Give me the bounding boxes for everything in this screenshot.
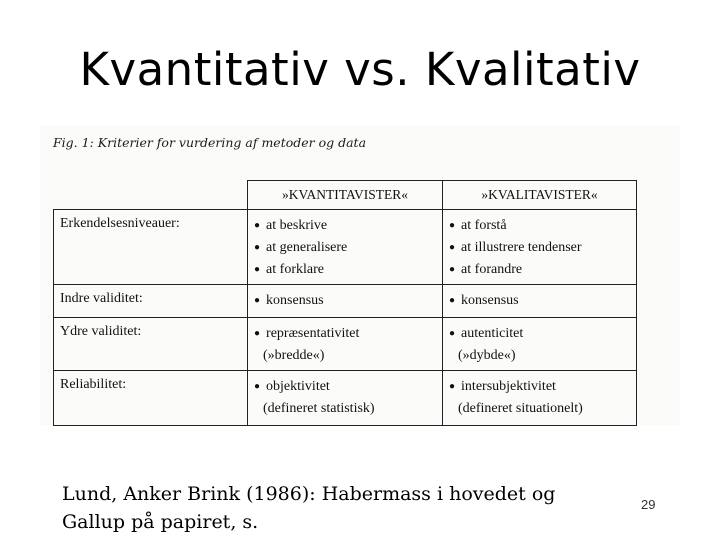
- header-qualitative: »KVALITAVISTER«: [443, 181, 637, 210]
- list-item: ● at illustrere tendenser: [449, 237, 636, 259]
- table-row: [54, 371, 637, 426]
- quantitative-cell: [248, 210, 443, 285]
- page-number: 29: [641, 497, 656, 512]
- list-item: ● at beskrive: [254, 215, 442, 237]
- list-item: ● objektivitet: [254, 376, 442, 398]
- criterion-cell: Erkendelsesniveauer:: [54, 210, 248, 285]
- header-quantitative: »KVANTITAVISTER«: [248, 181, 443, 210]
- citation: [62, 480, 622, 536]
- list-item: ● konsensus: [449, 290, 636, 312]
- cell-note: (»bredde«): [263, 348, 325, 363]
- header-blank-cell: [54, 181, 248, 210]
- citation-line: Gallup på papiret, s.: [62, 511, 259, 533]
- list-item: ● intersubjektivitet: [449, 376, 636, 398]
- qualitative-cell: [443, 318, 637, 371]
- figure-caption: Fig. 1: Kriterier for vurdering af metoder og data: [53, 135, 367, 150]
- criteria-table: [53, 180, 637, 426]
- list-item: ● autenticitet: [449, 323, 636, 345]
- table-row: [54, 318, 637, 371]
- cell-note: (»dybde«): [458, 348, 516, 363]
- table-header-row: [54, 181, 637, 210]
- criterion-cell: Indre validitet:: [54, 285, 248, 318]
- list-item: ● at forstå: [449, 215, 636, 237]
- qualitative-cell: [443, 210, 637, 285]
- quantitative-cell: [248, 285, 443, 318]
- list-item: ● at forklare: [254, 259, 442, 281]
- list-item: ● konsensus: [254, 290, 442, 312]
- table-row: [54, 285, 637, 318]
- quantitative-cell: [248, 371, 443, 426]
- criterion-cell: Reliabilitet:: [54, 371, 248, 426]
- list-item: ● at forandre: [449, 259, 636, 281]
- citation-line: Lund, Anker Brink (1986): Habermass i hovedet og: [62, 483, 556, 505]
- table-row: [54, 210, 637, 285]
- slide-title: Kvantitativ vs. Kvalitativ: [79, 43, 641, 96]
- quantitative-cell: [248, 318, 443, 371]
- cell-note: (defineret situationelt): [458, 401, 583, 416]
- list-item: ● at generalisere: [254, 237, 442, 259]
- qualitative-cell: [443, 285, 637, 318]
- qualitative-cell: [443, 371, 637, 426]
- list-item: ● repræsentativitet: [254, 323, 442, 345]
- cell-note: (defineret statistisk): [263, 401, 375, 416]
- criterion-cell: Ydre validitet:: [54, 318, 248, 371]
